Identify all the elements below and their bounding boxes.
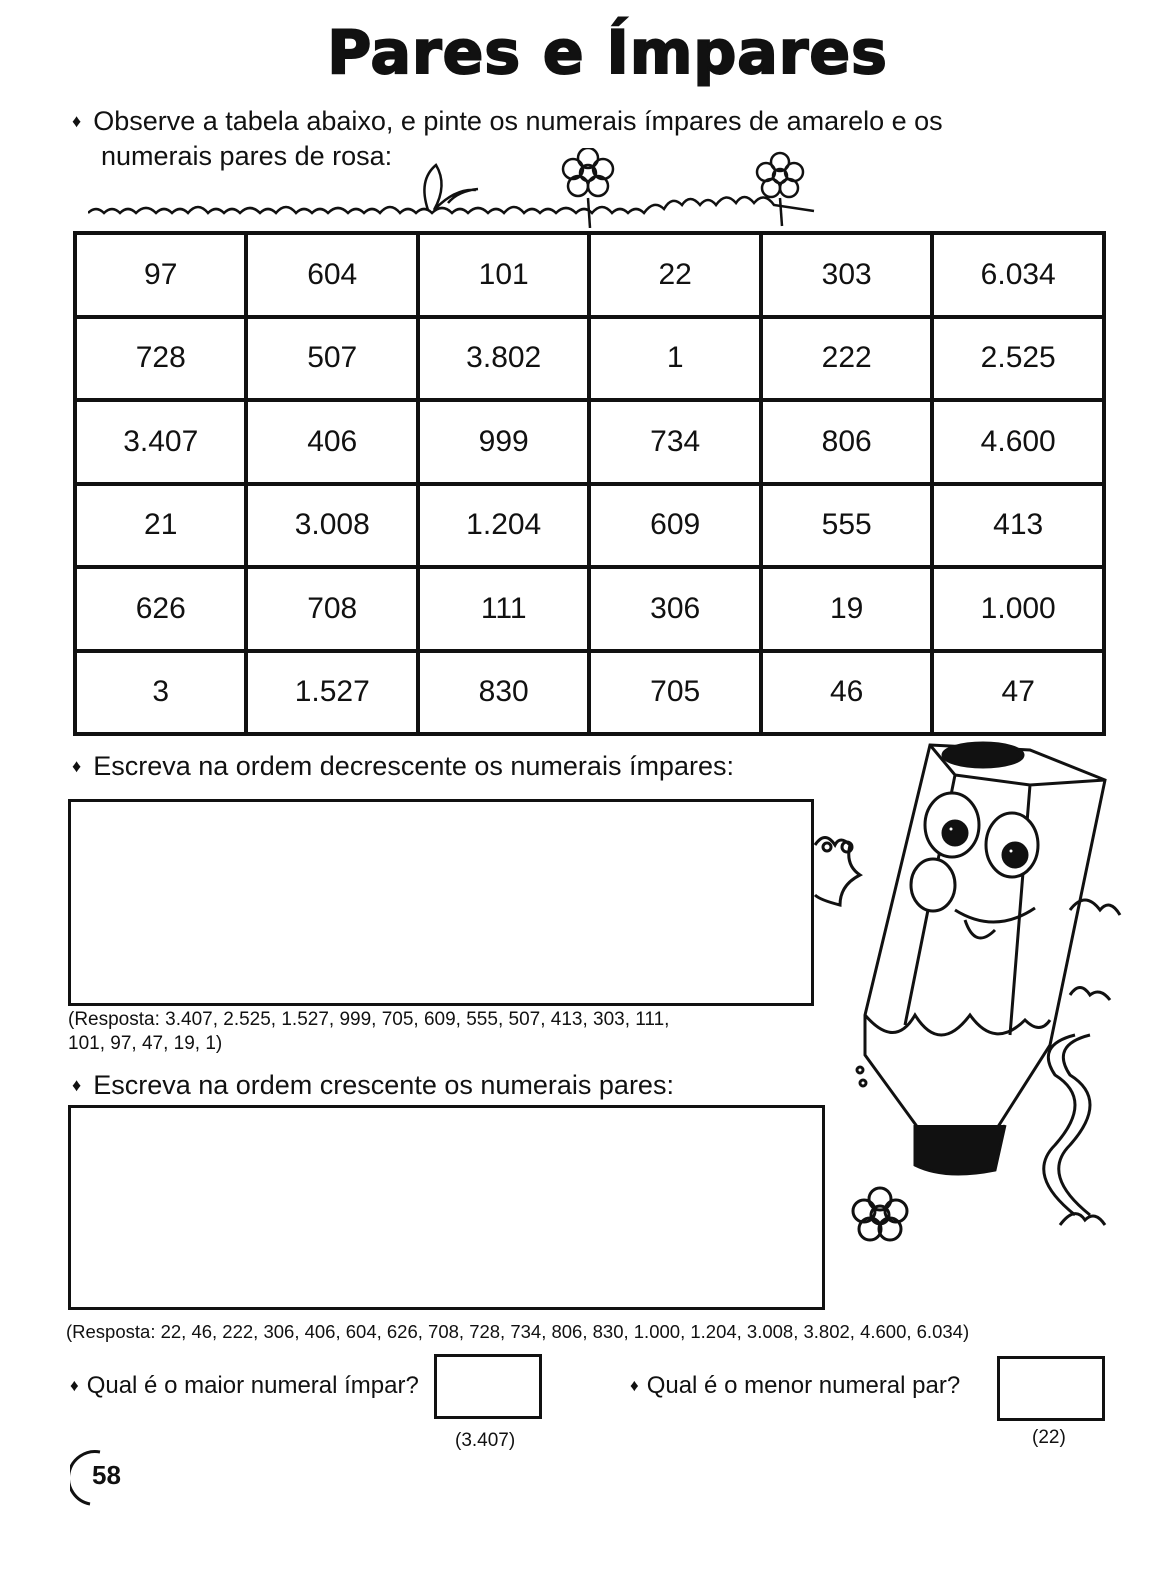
table-cell[interactable]: 47 xyxy=(932,651,1104,735)
bullet-diamond-icon: ♦ xyxy=(70,1376,79,1395)
table-cell[interactable]: 708 xyxy=(246,567,417,651)
table-cell[interactable]: 604 xyxy=(246,233,417,317)
table-cell[interactable]: 3.008 xyxy=(246,484,417,568)
question-largest-odd xyxy=(70,1372,419,1400)
answer-odd-line-2: 101, 97, 47, 19, 1) xyxy=(68,1033,223,1054)
bullet-diamond-icon: ♦ xyxy=(72,1075,82,1095)
answer-smallest-even: (22) xyxy=(1032,1427,1066,1448)
instruction-crescente-text: Escreva na ordem crescente os numerais pares: xyxy=(93,1070,674,1100)
table-cell[interactable]: 728 xyxy=(75,317,246,401)
table-cell[interactable]: 97 xyxy=(75,233,246,317)
answer-box-smallest-even[interactable] xyxy=(997,1356,1105,1421)
table-row xyxy=(75,317,1104,401)
table-cell[interactable]: 4.600 xyxy=(932,400,1104,484)
answer-odd-line-1: (Resposta: 3.407, 2.525, 1.527, 999, 705, 609, 555, 507, 413, 303, 111, xyxy=(68,1009,670,1030)
grass-flowers-illustration xyxy=(88,148,1088,228)
instruction-decrescente-text: Escreva na ordem decrescente os numerais ímpares: xyxy=(93,751,734,781)
page-number-badge xyxy=(70,1448,130,1508)
table-cell[interactable]: 6.034 xyxy=(932,233,1104,317)
instruction-decrescente xyxy=(72,749,734,786)
table-cell[interactable]: 413 xyxy=(932,484,1104,568)
answer-box-odd-descending[interactable] xyxy=(68,799,814,1006)
question-smallest-even-text: Qual é o menor numeral par? xyxy=(646,1372,961,1399)
instruction-line-1: Observe a tabela abaixo, e pinte os numerais ímpares de amarelo e os xyxy=(93,106,943,136)
page-title: Pares e Ímpares xyxy=(327,18,888,88)
table-cell[interactable]: 21 xyxy=(75,484,246,568)
question-largest-odd-text: Qual é o maior numeral ímpar? xyxy=(86,1372,419,1399)
table-cell[interactable]: 626 xyxy=(75,567,246,651)
answer-largest-odd: (3.407) xyxy=(455,1430,516,1451)
table-row xyxy=(75,400,1104,484)
table-cell[interactable]: 806 xyxy=(761,400,932,484)
table-cell[interactable]: 609 xyxy=(589,484,760,568)
table-cell[interactable]: 1.204 xyxy=(418,484,589,568)
answer-even: (Resposta: 22, 46, 222, 306, 406, 604, 626, 708, 728, 734, 806, 830, 1.000, 1.204, 3.008, 3.802, 4.600, 6.034) xyxy=(66,1321,970,1342)
table-row xyxy=(75,484,1104,568)
table-cell[interactable]: 2.525 xyxy=(932,317,1104,401)
pencil-character-illustration xyxy=(805,735,1125,1260)
table-cell[interactable]: 830 xyxy=(418,651,589,735)
table-cell[interactable]: 1.000 xyxy=(932,567,1104,651)
bullet-diamond-icon: ♦ xyxy=(72,756,82,776)
table-cell[interactable]: 507 xyxy=(246,317,417,401)
table-cell[interactable]: 3.407 xyxy=(75,400,246,484)
table-cell[interactable]: 46 xyxy=(761,651,932,735)
table-cell[interactable]: 3.802 xyxy=(418,317,589,401)
answer-box-largest-odd[interactable] xyxy=(434,1354,542,1419)
table-cell[interactable]: 111 xyxy=(418,567,589,651)
numbers-table xyxy=(73,231,1106,736)
instruction-observe xyxy=(72,104,943,141)
table-cell[interactable]: 303 xyxy=(761,233,932,317)
table-cell[interactable]: 1 xyxy=(589,317,760,401)
table-cell[interactable]: 306 xyxy=(589,567,760,651)
table-cell[interactable]: 705 xyxy=(589,651,760,735)
table-cell[interactable]: 999 xyxy=(418,400,589,484)
page-number: 58 xyxy=(92,1460,121,1490)
instruction-crescente xyxy=(72,1068,674,1105)
answer-box-even-ascending[interactable] xyxy=(68,1105,825,1310)
table-cell[interactable]: 555 xyxy=(761,484,932,568)
table-cell[interactable]: 3 xyxy=(75,651,246,735)
instruction-observe-line-2: numerais pares de rosa: xyxy=(101,141,393,171)
table-row xyxy=(75,567,1104,651)
table-cell[interactable]: 101 xyxy=(418,233,589,317)
table-cell[interactable]: 734 xyxy=(589,400,760,484)
table-row xyxy=(75,651,1104,735)
table-cell[interactable]: 222 xyxy=(761,317,932,401)
question-smallest-even xyxy=(630,1372,960,1400)
table-cell[interactable]: 406 xyxy=(246,400,417,484)
bullet-diamond-icon: ♦ xyxy=(630,1376,639,1395)
bullet-diamond-icon: ♦ xyxy=(72,111,82,131)
table-cell[interactable]: 22 xyxy=(589,233,760,317)
table-row xyxy=(75,233,1104,317)
table-cell[interactable]: 19 xyxy=(761,567,932,651)
table-cell[interactable]: 1.527 xyxy=(246,651,417,735)
